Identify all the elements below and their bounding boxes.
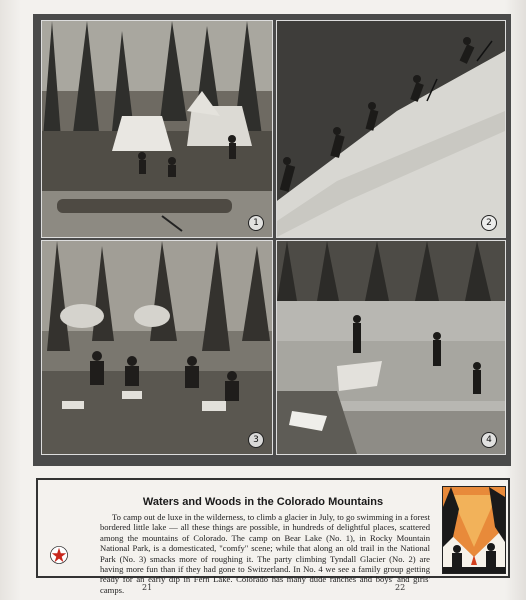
photo-number-badge: 1: [248, 215, 264, 231]
photo-climbing-tyndall-glacier: [276, 20, 506, 238]
photo-camp-old-trail: [41, 240, 273, 455]
texaco-star-icon: [50, 546, 68, 564]
photo-number-badge: 2: [481, 215, 497, 231]
caption-body: To camp out de luxe in the wilderness, to climb a glacier in July, to go swimming in a forest bordered little lake — all these things are possible, in hundreds of delightful places, scattered among the mountains of Colorado. The camp on Bear Lake (No. 1), in Rocky Mountain National Park, is a domesticated, "comfy" scene; while that along an old trail in the National Park (No. 3) smacks more of roughing it. The party climbing Tyndall Glacier (No. 2) are having more fun than if they had gone to Switzerland. In No. 4 we see a family group getting ready for an early dip in Fern Lake. Colorado has many dude ranches and boys' and girls' camps.: [100, 512, 430, 595]
photo-camp-bear-lake: [41, 20, 273, 238]
page-number-left: 21: [142, 583, 153, 592]
campfire-illustration: [442, 486, 506, 574]
photo-number-badge: 4: [481, 432, 497, 448]
photo-dip-fern-lake: [276, 240, 506, 455]
page-number-right: 22: [395, 583, 406, 592]
caption-title: Waters and Woods in the Colorado Mountains: [142, 496, 384, 508]
photo-number-badge: 3: [248, 432, 264, 448]
